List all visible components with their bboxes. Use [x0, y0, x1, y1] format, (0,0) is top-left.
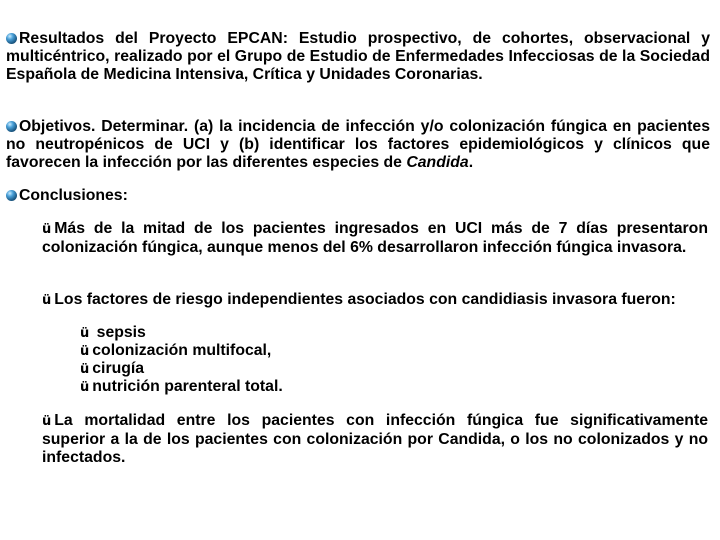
checkmark-icon: ü — [80, 344, 90, 359]
checkmark-icon: ü — [80, 380, 90, 395]
risk-factor-item — [80, 342, 271, 361]
checkmark-icon: ü — [42, 414, 52, 429]
conclusion-1-text: Más de la mitad de los pacientes ingresados en UCI más de 7 días presentaron colonización fúngica, aunque menos del 6% desarrollaron infección fúngica invasora. — [42, 220, 708, 256]
conclusions-heading — [6, 187, 306, 205]
checkmark-icon: ü — [42, 222, 52, 237]
conclusions-heading-text: Conclusiones: — [19, 187, 128, 204]
checkmark-icon: ü — [42, 293, 52, 308]
epcan-results-text: Resultados del Proyecto EPCAN: Estudio prospectivo, de cohortes, observacional y multicéntrico, realizado por el Grupo de Estudio de Enfermedades Infecciosas de la Sociedad Española de Medicina Intensiva, Crítica y Unidades Coronarias. — [6, 30, 710, 83]
bullet-icon — [6, 190, 17, 201]
objectives-end: . — [468, 154, 474, 171]
bullet-icon — [6, 121, 17, 132]
paragraph-objectives — [6, 118, 710, 172]
conclusion-3 — [42, 412, 708, 467]
risk-factor-text: colonización multifocal, — [92, 342, 272, 359]
risk-factor-text: sepsis — [92, 324, 146, 341]
checkmark-icon: ü — [80, 326, 90, 341]
checkmark-icon: ü — [80, 362, 90, 377]
risk-factor-item — [80, 378, 283, 397]
risk-factor-text: cirugía — [92, 360, 145, 377]
objectives-text: Objetivos. Determinar. (a) la incidencia de infección y/o colonización fúngica en pacientes no neutropénicos de UCI y (b) identificar los factores epidemiológicos y clínicos que favorecen la infección por las diferentes especies de — [6, 118, 710, 171]
conclusion-2-text: Los factores de riesgo independientes asociados con candidiasis invasora fueron: — [54, 291, 676, 308]
risk-factor-text: nutrición parenteral total. — [92, 378, 283, 395]
risk-factor-item — [80, 324, 146, 343]
risk-factor-item — [80, 360, 144, 379]
conclusion-1 — [42, 220, 708, 257]
candida-italic: Candida — [406, 154, 469, 171]
conclusion-2 — [42, 291, 708, 310]
bullet-icon — [6, 33, 17, 44]
conclusion-3-text: La mortalidad entre los pacientes con infección fúngica fue significativamente superior a la de los pacientes con colonización por Candida, o los no colonizados y no infectados. — [42, 412, 708, 466]
paragraph-epcan-results — [6, 30, 710, 84]
